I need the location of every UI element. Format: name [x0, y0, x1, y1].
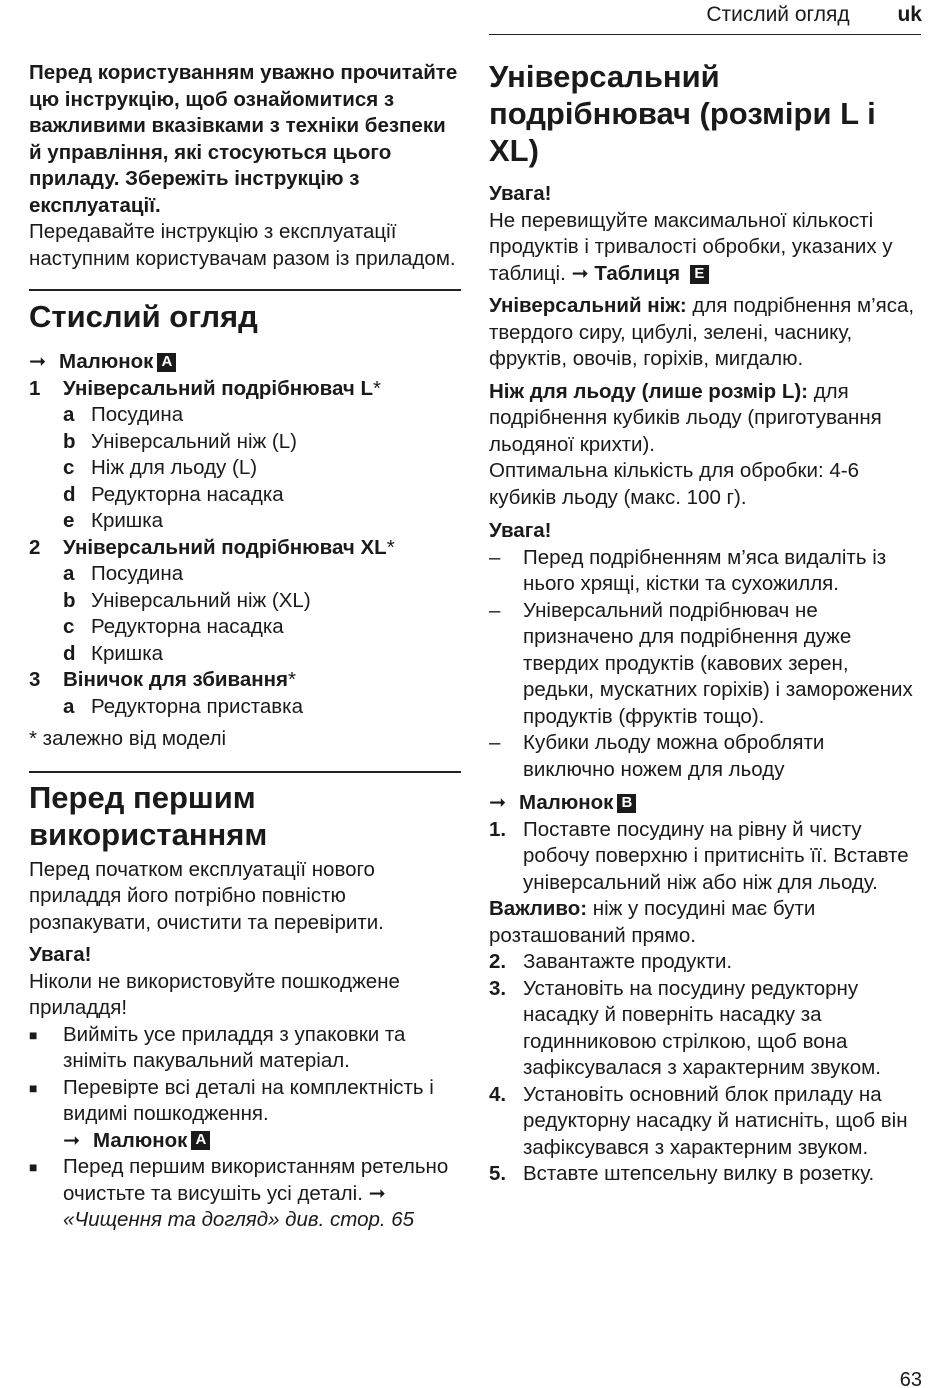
overview-figure-ref: ➞ Малюнок A: [29, 349, 461, 376]
bullet-square-icon: ■: [29, 1079, 38, 1096]
step-item: 1. Поставте посудину на рівну й чисту робочу поверхню і притисніть її. Вставте універсальний ніж або ніж для льоду.: [489, 817, 909, 894]
first-use-warning-label: Увага!: [29, 943, 92, 966]
arrow-icon: ➞: [63, 1128, 81, 1152]
overview-subitem: c Редукторна насадка: [63, 615, 284, 638]
figure-letter-box: A: [191, 1131, 210, 1150]
overview-subitem: b Універсальний ніж (L): [63, 429, 297, 453]
universal-figure-ref: ➞ Малюнок B: [489, 790, 921, 817]
right-column: [489, 0, 921, 1188]
first-use-warning-text: Ніколи не використовуйте пошкоджене приладдя!: [29, 969, 400, 1019]
overview-subitem: a Посудина: [63, 562, 184, 585]
figure-letter-box: A: [157, 353, 176, 372]
steps-list: [489, 949, 921, 1188]
universal-title: Універсальний подрібнювач (розміри L і XL): [489, 59, 876, 168]
dash-item: – Універсальний подрібнювач не призначено для подрібнення дуже твердих продуктів (кавових зерен, редьки, мускатних горіхів) і заморожених продуктів (фруктів тощо).: [489, 598, 913, 728]
bullet-item: ■ Перед першим використанням ретельно очистьте та висушіть усі деталі. ➞ «Чищення та догляд» див. стор. 65: [29, 1154, 461, 1234]
overview-item: 2 Універсальний подрібнювач XL*: [29, 535, 395, 559]
overview-subitem: a Редукторна приставка: [63, 694, 303, 718]
overview-subitem: c Ніж для льоду (L): [63, 456, 258, 479]
overview-footnote: * залежно від моделі: [29, 727, 227, 750]
ice-knife-para: Ніж для льоду (лише розмір L): для подрібнення кубиків льоду (приготування льодяної крихти).: [489, 379, 882, 456]
first-use-text: Перед початком експлуатації нового приладдя його потрібно повністю розпакувати, очистити та перевірити.: [29, 857, 384, 934]
overview-subitem: d Кришка: [63, 641, 164, 665]
overview-rule: [29, 289, 461, 291]
overview-subitem: b Універсальний ніж (XL): [63, 588, 311, 612]
overview-item: 3 Віничок для збивання*: [29, 668, 296, 691]
bullet-square-icon: ■: [29, 1159, 38, 1175]
arrow-icon: ➞: [368, 1181, 386, 1205]
overview-subitem: a Посудина: [63, 403, 184, 426]
first-use-title: Перед першим використанням: [29, 779, 268, 852]
arrow-icon: ➞: [29, 350, 47, 373]
step-item: 5. Вставте штепсельну вилку в розетку.: [489, 1162, 875, 1185]
table-letter-box: E: [690, 265, 709, 284]
overview-subitem: e Кришка: [63, 509, 164, 532]
bullet-figure-ref: ➞ Малюнок A: [63, 1128, 210, 1155]
step-item: 3. Установіть на посудину редукторну насадку й поверніть насадку за годинниковою стрілкою, щоб вона зафіксувалася з характерним звуком.: [489, 976, 881, 1079]
header-lang: uk: [897, 3, 922, 26]
bullet-item: ■ Перевірте всі деталі на комплектність і видимі пошкодження. ➞ Малюнок A: [29, 1075, 461, 1155]
cross-reference-link[interactable]: «Чищення та догляд» див. стор. 65: [63, 1208, 415, 1231]
overview-subitem: d Редукторна насадка: [63, 482, 284, 506]
arrow-icon: ➞: [571, 261, 589, 285]
universal-warning-text: Не перевищуйте максимальної кількості продуктів і тривалості обробки, указаних у таблиці. ➞ Таблиця E: [489, 208, 893, 285]
important-note: Важливо: ніж у посудині має бути розташований прямо.: [489, 897, 816, 947]
figure-letter-box: B: [617, 794, 636, 813]
ice-amount: Оптимальна кількість для обробки: 4-6 кубиків льоду (макс. 100 г).: [489, 459, 859, 509]
header-section: Стислий огляд: [706, 3, 850, 26]
overview-title: Стислий огляд: [29, 299, 258, 334]
overview-item: 1 Універсальний подрібнювач L*: [29, 376, 382, 400]
page-number: 63: [899, 1369, 922, 1388]
first-use-rule: [29, 771, 461, 773]
arrow-icon: ➞: [489, 791, 507, 814]
universal-warning2-label: Увага!: [489, 519, 552, 542]
bullet-item: ■ Вийміть усе приладдя з упаковки та зніміть пакувальний матеріал.: [29, 1022, 461, 1075]
left-column: [29, 0, 461, 1234]
intro-normal: Передавайте інструкцію з експлуатації наступним користувачам разом із приладом.: [29, 220, 456, 270]
step-item: 2. Завантажте продукти.: [489, 950, 733, 973]
universal-warning-label: Увага!: [489, 182, 552, 205]
bullet-square-icon: ■: [29, 1026, 38, 1043]
intro-bold: Перед користуванням уважно прочитайте цю інструкцію, щоб ознайомитися з важливими вказівками з техніки безпеки й управління, які стосуються цього приладу. Збережіть інструкцію з експлуатації.: [29, 61, 458, 217]
dash-item: – Кубики льоду можна обробляти виключно ножем для льоду: [489, 731, 825, 781]
universal-knife-para: Універсальний ніж: для подрібнення м’яса, твердого сиру, цибулі, зелені, часнику, фруктів, овочів, горіхів, мигдалю.: [489, 294, 915, 370]
overview-list: [29, 376, 461, 721]
step-item: 4. Установіть основний блок приладу на редукторну насадку й натисніть, щоб він зафіксувався з характерним звуком.: [489, 1082, 908, 1159]
dash-item: – Перед подрібненням м’яса видаліть із нього хрящі, кістки та сухожилля.: [489, 545, 887, 595]
